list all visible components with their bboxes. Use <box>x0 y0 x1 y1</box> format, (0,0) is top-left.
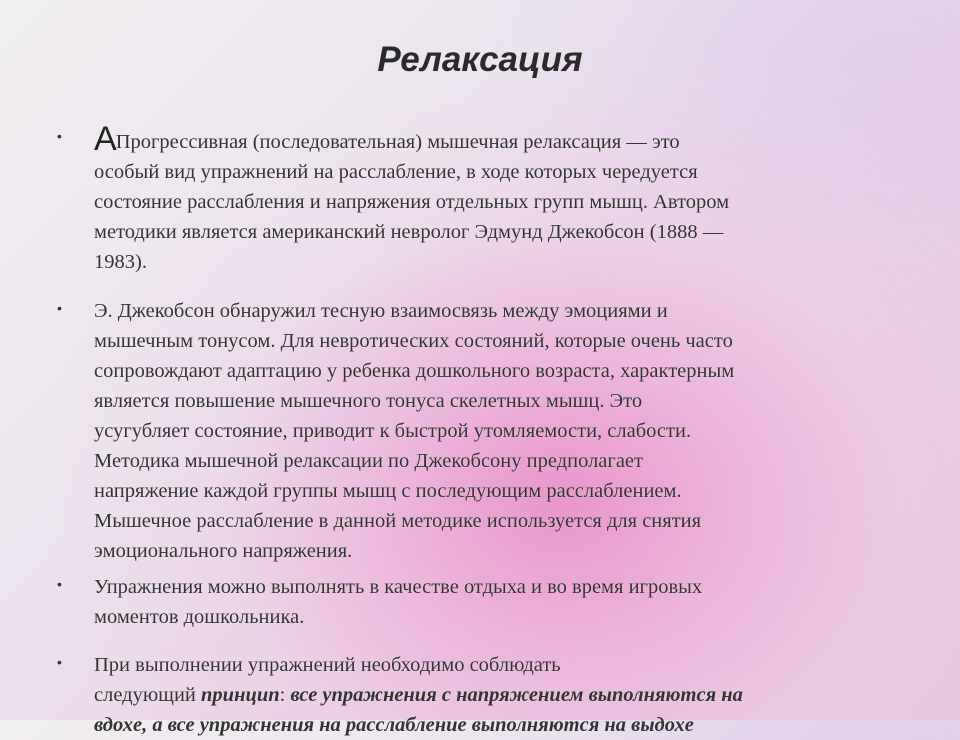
bullet-marker: • <box>57 654 62 670</box>
slide-title: Релаксация <box>377 40 583 79</box>
bullet-text-4-prefix: следующий <box>94 684 202 706</box>
bullet-text-4 <box>94 650 902 740</box>
principle-word: принцип <box>201 684 280 706</box>
bullet-marker: • <box>57 576 62 592</box>
bullet-text-4-line1: При выполнении упражнений необходимо соблюдать <box>94 654 561 676</box>
slide-body <box>0 118 960 736</box>
principle-text: все упражнения с напряжением выполняются на <box>290 684 743 706</box>
bullet-text-1-body: Прогрессивная (последовательная) мышечная релаксация — это особый вид упражнений на расслабление, в ходе которых чередуется состояние расслабления и напряжения отдельных групп мышц. Автором методики является американский невролог Эдмунд Джекобсон (1888 — 1983). <box>94 131 730 273</box>
principle-text-cut: вдохе, а все упражнения на расслабление выполняются на выдохе <box>94 714 694 736</box>
principle-colon: : <box>279 684 291 706</box>
bullet-text-3: Упражнения можно выполнять в качестве отдыха и во время игровых моментов дошкольника. <box>94 576 703 628</box>
drop-letter: А <box>94 120 117 158</box>
bullet-text-1 <box>94 120 902 277</box>
bullet-marker: • <box>57 128 62 144</box>
bullet-marker: • <box>57 300 62 316</box>
bullet-text-2: Э. Джекобсон обнаружил тесную взаимосвязь между эмоциями и мышечным тонусом. Для невротических состояний, которые очень часто сопровождают адаптацию у ребенка дошкольного возраста, характерным является повышение мышечного тонуса скелетных мышц. Это усугубляет состояние, приводит к быстрой утомляемости, слабости. Методика мышечной релаксации по Джекобсону предполагает напряжение каждой группы мышц с последующим расслаблением. Мышечное расслабление в данной методике используется для снятия эмоционального напряжения. <box>94 300 735 562</box>
